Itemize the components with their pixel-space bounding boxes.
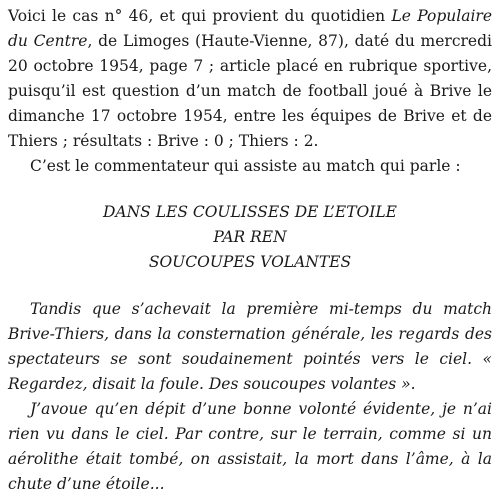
article-byline: PAR REN <box>213 228 287 246</box>
commentator-intro: C’est le commentateur qui assiste au match qui parle : <box>30 157 461 175</box>
intro-paragraph <box>8 4 492 154</box>
article-paragraph-1: Tandis que s’achevait la première mi-temps du match Brive-Thiers, dans la consternation générale, les regards des spectateurs se sont soudainement pointés vers le ciel. « Regardez, disait la foule. Des soucoupes volantes ». <box>8 300 492 393</box>
article-paragraph-2: J’avoue qu’en dépit d’une bonne volonté évidente, je n’ai rien vu dans le ciel. Par contre, sur le terrain, comme si un aérolithe était tombé, on assistait, la mort dans l’âme, à la chute d’une étoile... <box>8 400 492 493</box>
article-subheading: SOUCOUPES VOLANTES <box>148 253 352 271</box>
intro-text-start: Voici le cas n° 46, et qui provient du quotidien <box>8 7 392 25</box>
article-heading-line-1: DANS LES COULISSES DE L’ETOILE <box>102 203 397 221</box>
newspaper-title: Le Populaire du Centre <box>8 7 492 50</box>
spacer <box>8 275 492 297</box>
document-page <box>8 4 492 497</box>
spacer <box>8 179 492 200</box>
intro-text-end: , de Limoges (Haute-Vienne, 87), daté du mercredi 20 octobre 1954, page 7 ; article placé en rubrique sportive, puisqu’il est question d’un match de football joué à Brive le dimanche 17 octobre 1954, entre les équipes de Brive et de Thiers ; résultats : Brive : 0 ; Thiers : 2. <box>8 32 492 150</box>
